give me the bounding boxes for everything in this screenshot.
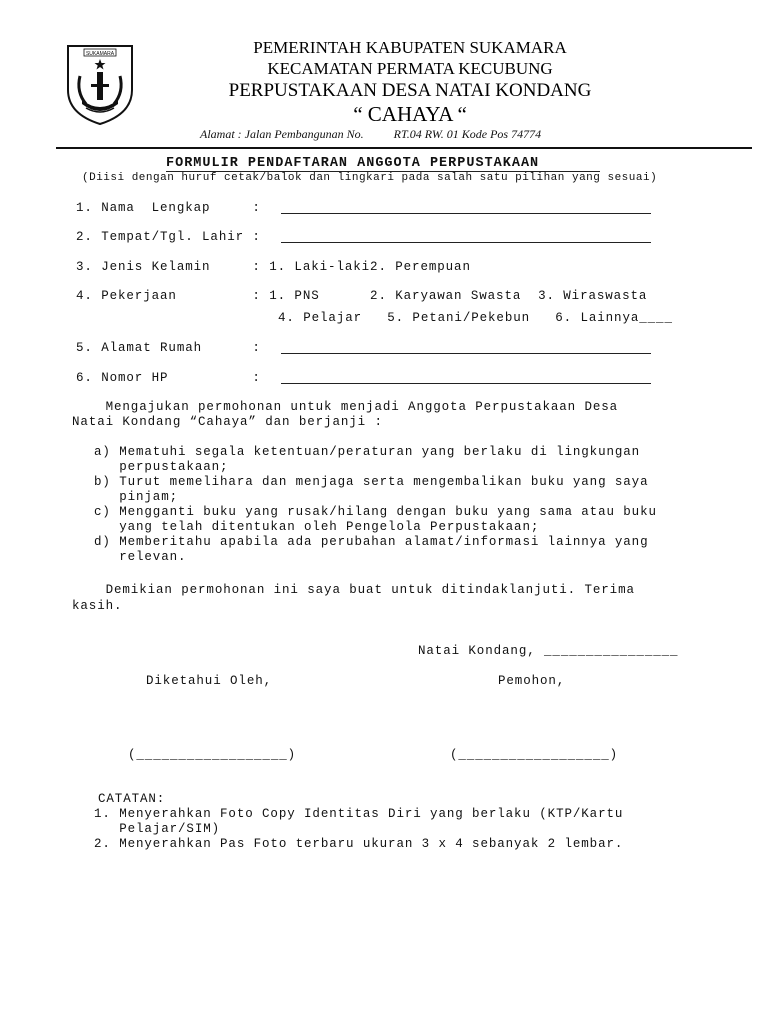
place-date: Natai Kondang, ________________ xyxy=(418,644,679,658)
promise-c-2: yang telah ditentukan oleh Pengelola Perpustakaan; xyxy=(94,520,540,534)
header-district: KECAMATAN PERMATA KECUBUNG xyxy=(267,59,553,78)
applicant-label: Pemohon, xyxy=(498,674,566,688)
field-gender: 3. Jenis Kelamin : 1. Laki-laki2. Perempuan xyxy=(76,260,471,274)
field-address-line[interactable] xyxy=(281,353,651,354)
field-occupation-row1: 4. Pekerjaan : 1. PNS 2. Karyawan Swasta 3. Wiraswasta xyxy=(76,289,648,303)
header-library-name: “ CAHAYA “ xyxy=(353,102,467,126)
note-1-line-1: 1. Menyerahkan Foto Copy Identitas Diri yang berlaku (KTP/Kartu xyxy=(94,807,624,821)
header-library: PERPUSTAKAAN DESA NATAI KONDANG xyxy=(228,80,592,101)
promise-a-1: a) Mematuhi segala ketentuan/peraturan yang berlaku di lingkungan xyxy=(94,445,641,459)
closing-line-2: kasih. xyxy=(72,599,123,613)
promise-b-1: b) Turut memelihara dan menjaga serta mengembalikan buku yang saya xyxy=(94,475,649,489)
note-1-line-2: Pelajar/SIM) xyxy=(94,822,221,836)
note-2: 2. Menyerahkan Pas Foto terbaru ukuran 3 x 4 sebanyak 2 lembar. xyxy=(94,837,624,851)
notes-heading: CATATAN: xyxy=(98,792,166,806)
regency-emblem-logo xyxy=(64,40,136,126)
field-full-name-line[interactable] xyxy=(281,213,651,214)
form-title: FORMULIR PENDAFTARAN ANGGOTA PERPUSTAKAAN xyxy=(166,156,540,171)
header-address: Alamat : Jalan Pembangunan No. RT.04 RW. 01 Kode Pos 74774 xyxy=(200,127,542,141)
field-birth-line[interactable] xyxy=(281,242,651,243)
known-by-label: Diketahui Oleh, xyxy=(146,674,273,688)
form-subtitle: (Diisi dengan huruf cetak/balok dan lingkari pada salah satu pilihan yang sesuai) xyxy=(82,172,658,184)
field-phone-line[interactable] xyxy=(281,383,651,384)
closing-line-1: Demikian permohonan ini saya buat untuk ditindaklanjuti. Terima xyxy=(72,583,635,597)
promise-a-2: perpustakaan; xyxy=(94,460,229,474)
field-phone-label: 6. Nomor HP : xyxy=(76,371,261,385)
promise-b-2: pinjam; xyxy=(94,490,179,504)
intro-line-2: Natai Kondang “Cahaya” dan berjanji : xyxy=(72,415,383,429)
header-government: PEMERINTAH KABUPATEN SUKAMARA xyxy=(253,38,567,57)
field-birth-label: 2. Tempat/Tgl. Lahir : xyxy=(76,230,261,244)
intro-line-1: Mengajukan permohonan untuk menjadi Anggota Perpustakaan Desa xyxy=(72,400,619,414)
promise-d-2: relevan. xyxy=(94,550,187,564)
field-address-label: 5. Alamat Rumah : xyxy=(76,341,261,355)
signature-left: (__________________) xyxy=(128,748,297,762)
header-divider xyxy=(56,147,752,149)
field-occupation-row2: 4. Pelajar 5. Petani/Pekebun 6. Lainnya____ xyxy=(278,311,673,325)
field-full-name-label: 1. Nama Lengkap : xyxy=(76,201,261,215)
signature-right: (__________________) xyxy=(450,748,619,762)
promise-d-1: d) Memberitahu apabila ada perubahan alamat/informasi lainnya yang xyxy=(94,535,649,549)
promise-c-1: c) Mengganti buku yang rusak/hilang dengan buku yang sama atau buku xyxy=(94,505,657,519)
logo-text: SUKAMARA xyxy=(85,51,115,57)
